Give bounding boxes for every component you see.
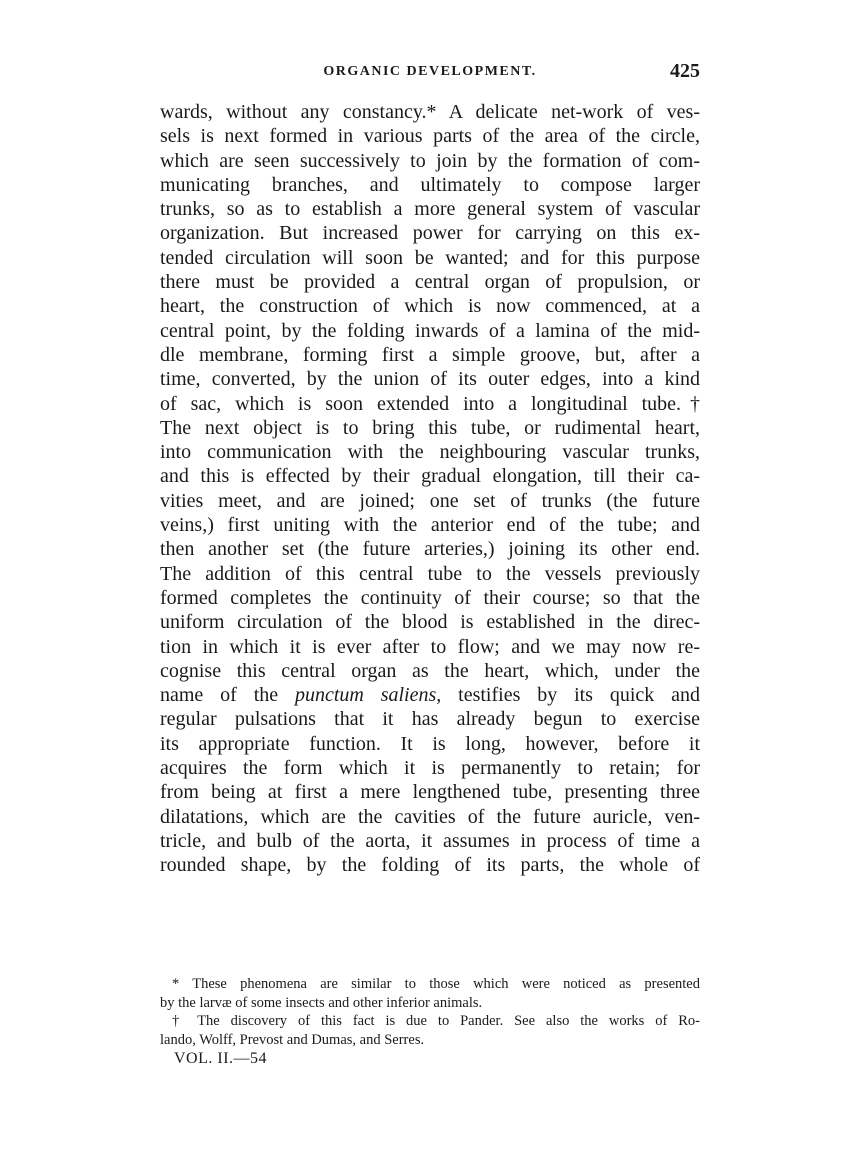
text-line: regular pulsations that it has already begun to exercise	[160, 708, 700, 731]
text-line: there must be provided a central organ of propulsion, or	[160, 271, 700, 294]
footnote-1-line: by the larvæ of some insects and other inferior animals.	[160, 994, 483, 1011]
footnote-1-line: * These phenomena are similar to those which were noticed as presented	[172, 976, 700, 992]
text-line: its appropriate function. It is long, however, before it	[160, 732, 700, 755]
text-line: trunks, so as to establish a more general system of vascular	[160, 198, 700, 221]
text-segment: testifies by its quick and	[441, 684, 700, 707]
text-line: tion in which it is ever after to flow; and we may now re-	[160, 635, 700, 658]
body-text	[160, 100, 700, 878]
text-line: tricle, and bulb of the aorta, it assumes in process of time a	[160, 829, 700, 852]
text-line: which are seen successively to join by the formation of com-	[160, 149, 700, 172]
text-line: heart, the construction of which is now commenced, at a	[160, 295, 700, 318]
running-title: ORGANIC DEVELOPMENT.	[323, 64, 537, 79]
text-line: The next object is to bring this tube, or rudimental heart,	[160, 416, 700, 439]
text-line: formed completes the continuity of their course; so that the	[160, 586, 700, 609]
text-line: and this is effected by their gradual elongation, till their ca-	[160, 465, 700, 488]
text-line: rounded shape, by the folding of its parts, the whole of	[160, 854, 700, 877]
text-line: uniform circulation of the blood is established in the direc-	[160, 611, 700, 634]
text-line-with-italic	[160, 683, 700, 707]
text-line: dle membrane, forming first a simple groove, but, after a	[160, 343, 700, 366]
text-line: vities meet, and are joined; one set of trunks (the future	[160, 489, 700, 512]
text-line: central point, by the folding inwards of a lamina of the mid-	[160, 319, 700, 342]
text-line: organization. But increased power for carrying on this ex-	[160, 222, 700, 245]
text-segment: name of the	[160, 684, 295, 707]
text-line: of sac, which is soon extended into a longitudinal tube.†	[160, 392, 700, 415]
text-line: then another set (the future arteries,) joining its other end.	[160, 538, 700, 561]
footnote-2-line: † The discovery of this fact is due to Pander. See also the works of Ro-	[172, 1013, 700, 1030]
footnotes	[160, 975, 700, 1069]
italic-term: punctum saliens,	[294, 684, 442, 707]
text-line: dilatations, which are the cavities of the future auricle, ven-	[160, 805, 700, 828]
text-line: wards, without any constancy.* A delicate net-work of ves-	[160, 101, 700, 123]
text-line: cognise this central organ as the heart, which, under the	[160, 659, 700, 682]
text-line: sels is next formed in various parts of the area of the circle,	[160, 125, 700, 148]
page-number: 425	[670, 60, 700, 82]
text-line: from being at first a mere lengthened tube, presenting three	[160, 781, 700, 804]
text-line: The addition of this central tube to the vessels previously	[160, 562, 700, 585]
text-line: into communication with the neighbouring vascular trunks,	[160, 441, 700, 464]
text-line: veins,) first uniting with the anterior end of the tube; and	[160, 514, 700, 537]
text-line: tended circulation will soon be wanted; and for this purpose	[160, 246, 700, 269]
text-line: acquires the form which it is permanently to retain; for	[160, 757, 700, 780]
footnote-2-line: lando, Wolff, Prevost and Dumas, and Serres.	[160, 1031, 425, 1048]
text-line: time, converted, by the union of its outer edges, into a kind	[160, 368, 700, 391]
running-head	[160, 60, 700, 86]
signature-mark: VOL. II.—54	[174, 1050, 268, 1068]
text-line: municating branches, and ultimately to compose larger	[160, 173, 700, 196]
